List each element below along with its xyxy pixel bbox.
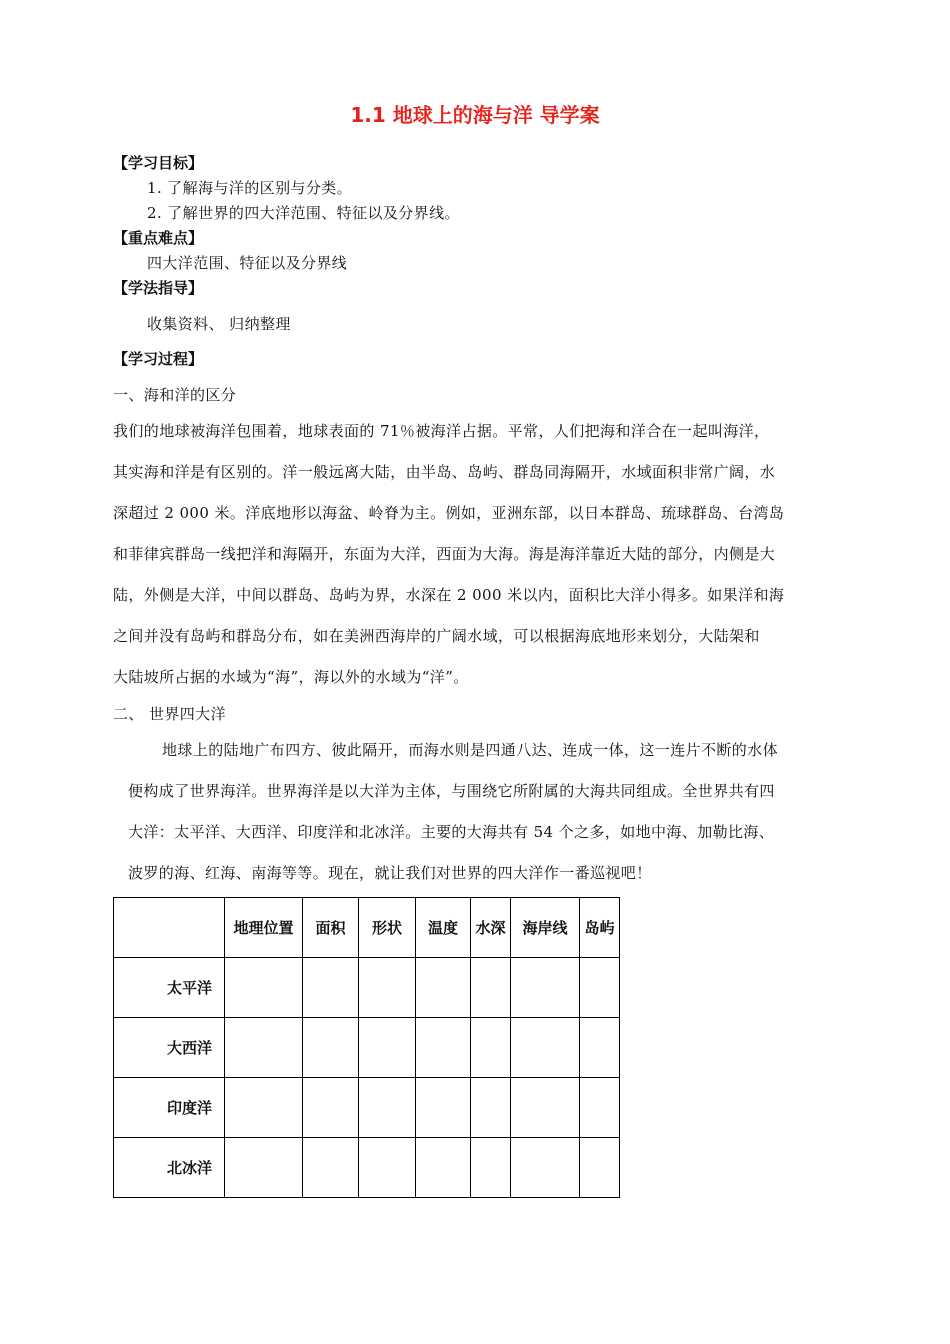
table-row <box>114 958 620 1018</box>
header-cell <box>114 898 225 958</box>
objectives-heading: 【学习目标】 <box>113 154 204 172</box>
table-row <box>114 1018 620 1078</box>
paragraph-line: 地球上的陆地广布四方、彼此隔开，而海水则是四通八达、连成一体，这一连片不断的水体 <box>162 741 779 759</box>
key-points-heading: 【重点难点】 <box>113 229 204 247</box>
paragraph-line: 其实海和洋是有区别的。洋一般远离大陆，由半岛、岛屿、群岛同海隔开，水域面积非常广阔，水 <box>113 463 776 481</box>
objective-item: 2. 了解世界的四大洋范围、特征以及分界线。 <box>147 204 460 222</box>
method-text: 收集资料、 归纳整理 <box>147 315 291 333</box>
row-label: 印度洋 <box>114 1078 225 1138</box>
process-heading: 【学习过程】 <box>113 350 204 368</box>
header-cell: 地理位置 <box>225 898 303 958</box>
section2-heading: 二、 世界四大洋 <box>113 705 226 723</box>
key-points-text: 四大洋范围、特征以及分界线 <box>147 254 348 272</box>
page-title: 1.1 地球上的海与洋 导学案 <box>350 103 600 127</box>
header-cell: 岛屿 <box>580 898 620 958</box>
paragraph-line: 深超过 2 000 米。洋底地形以海盆、岭脊为主。例如，亚洲东部，以日本群岛、琉球群岛、台湾岛 <box>113 504 785 522</box>
table-row <box>114 1078 620 1138</box>
paragraph-line: 陆，外侧是大洋，中间以群岛、岛屿为界，水深在 2 000 米以内，面积比大洋小得多。如果洋和海 <box>113 586 785 604</box>
row-label: 大西洋 <box>114 1018 225 1078</box>
paragraph-line: 和菲律宾群岛一线把洋和海隔开，东面为大洋，西面为大海。海是海洋靠近大陆的部分，内侧是大 <box>113 545 776 563</box>
table-row <box>114 1138 620 1198</box>
paragraph-line: 波罗的海、红海、南海等等。现在，就让我们对世界的四大洋作一番巡视吧！ <box>128 864 652 882</box>
objective-item: 1. 了解海与洋的区别与分类。 <box>147 179 353 197</box>
paragraph-line: 我们的地球被海洋包围着，地球表面的 71％被海洋占据。平常，人们把海和洋合在一起叫海洋， <box>113 422 770 440</box>
header-cell: 水深 <box>471 898 511 958</box>
row-label: 太平洋 <box>114 958 225 1018</box>
paragraph-line: 大洋：太平洋、大西洋、印度洋和北冰洋。主要的大海共有 54 个之多，如地中海、加勒比海、 <box>128 823 775 841</box>
method-heading: 【学法指导】 <box>113 279 204 297</box>
header-cell: 形状 <box>359 898 416 958</box>
header-cell: 海岸线 <box>511 898 580 958</box>
section1-heading: 一、海和洋的区分 <box>113 386 237 404</box>
table-header-row <box>114 898 620 958</box>
paragraph-line: 便构成了世界海洋。世界海洋是以大洋为主体，与围绕它所附属的大海共同组成。全世界共有四 <box>128 782 775 800</box>
oceans-table <box>113 897 620 1198</box>
header-cell: 温度 <box>416 898 471 958</box>
row-label: 北冰洋 <box>114 1138 225 1198</box>
paragraph-line: 大陆坡所占据的水域为“海”，海以外的水域为“洋”。 <box>113 668 469 686</box>
header-cell: 面积 <box>303 898 359 958</box>
paragraph-line: 之间并没有岛屿和群岛分布，如在美洲西海岸的广阔水域，可以根据海底地形来划分，大陆架和 <box>113 627 760 645</box>
